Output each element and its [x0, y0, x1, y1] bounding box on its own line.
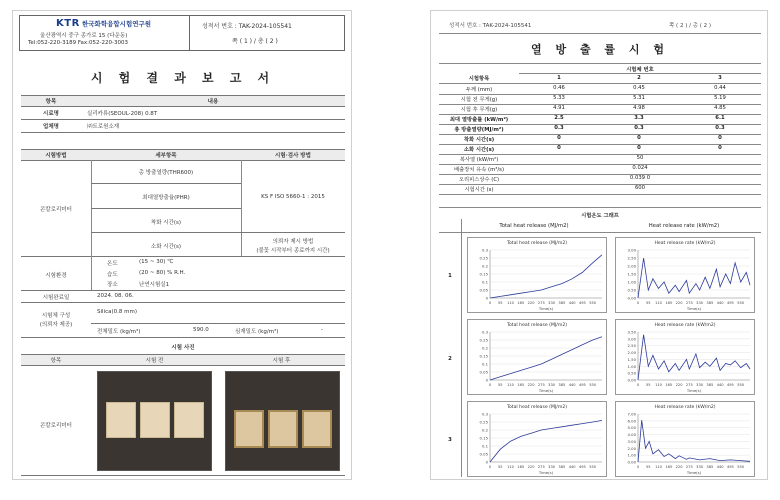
chart-svg [468, 402, 608, 478]
y-tick-label: 1.50 [627, 356, 636, 362]
graph-section-title: 시험온도 그래프 [581, 213, 619, 219]
result-cell: 0.45 [633, 85, 645, 91]
apparatus-label: 콘칼로리미터 [40, 207, 72, 213]
x-tick-label: 0 [636, 465, 640, 469]
divider [21, 475, 345, 476]
divider [21, 95, 345, 96]
thr-chart [467, 401, 607, 477]
divider [91, 183, 241, 184]
x-tick-label: 440 [716, 383, 724, 387]
x-tick-label: 385 [706, 383, 714, 387]
sample-before [174, 402, 204, 438]
result-cell: 0 [718, 145, 722, 151]
common-row-value: 0.039 0 [629, 175, 651, 181]
x-tick-label: 550 [589, 465, 597, 469]
x-tick-label: 220 [675, 383, 683, 387]
y-tick-label: 0 [485, 459, 488, 465]
page-number: 쪽 ( 2 ) / 총 ( 2 ) [669, 23, 712, 29]
hrr-chart [615, 401, 755, 477]
chart-title: Heat release rate (kW/m2) [654, 241, 716, 246]
x-tick-label: 440 [716, 465, 724, 469]
sample-after [268, 410, 298, 448]
divider [439, 232, 761, 233]
divider [91, 208, 241, 209]
x-tick-label: 275 [685, 383, 693, 387]
divider [439, 33, 761, 34]
x-tick-label: 550 [737, 465, 745, 469]
y-tick-label: 0.2 [481, 345, 488, 351]
x-tick-label: 275 [537, 465, 545, 469]
x-tick-label: 385 [558, 301, 566, 305]
col-item: 시험항목 [468, 76, 490, 82]
report-header [19, 15, 345, 51]
x-tick-label: 330 [548, 465, 556, 469]
company-label: 업체명 [43, 124, 59, 130]
photo-col-item: 항목 [50, 358, 62, 364]
chart-svg [616, 402, 756, 478]
divider [21, 290, 345, 291]
hrr-chart [615, 237, 755, 313]
result-cell: 0 [718, 135, 722, 141]
cert-number: 성적서 번호 : TAK-2024-105541 [202, 23, 292, 30]
y-tick-label: 2.50 [627, 343, 636, 349]
graph-row-label: 2 [448, 356, 452, 362]
y-tick-label: 0.25 [479, 337, 488, 343]
y-tick-label: 0.3 [481, 329, 488, 335]
ktr-logo: KTR [56, 18, 80, 29]
y-tick-label: 2.00 [627, 445, 636, 451]
col-item: 항목 [45, 99, 57, 105]
x-tick-label: 440 [568, 383, 576, 387]
result-cell: 6.1 [715, 115, 725, 121]
divider [91, 323, 345, 324]
x-tick-label: 0 [636, 383, 640, 387]
x-tick-label: 385 [558, 465, 566, 469]
y-tick-label: 0.3 [481, 411, 488, 417]
x-tick-label: 110 [507, 465, 514, 469]
x-axis-label: Time(s) [686, 306, 702, 311]
y-tick-label: 0.25 [479, 419, 488, 425]
x-tick-label: 385 [706, 465, 714, 469]
divider [91, 256, 92, 290]
series-line [638, 420, 750, 462]
x-axis-label: Time(s) [538, 306, 554, 311]
divider [21, 337, 345, 338]
x-tick-label: 495 [578, 465, 586, 469]
completed-label: 시험완료일 [42, 295, 70, 301]
x-tick-label: 275 [685, 301, 693, 305]
y-tick-label: 1.00 [627, 363, 636, 369]
y-tick-label: 2.00 [627, 350, 636, 356]
result-cell: 5.19 [714, 95, 726, 101]
y-tick-label: 7.00 [627, 411, 636, 417]
divider [21, 132, 345, 133]
graph-row-label: 3 [448, 437, 452, 443]
y-tick-label: 0.1 [481, 279, 488, 285]
x-tick-label: 275 [537, 301, 545, 305]
x-tick-label: 440 [568, 465, 576, 469]
sample-value: 실리카류(SEOUL-208) 0.8T [87, 111, 158, 117]
result-cell: 0 [557, 135, 561, 141]
chart-svg [468, 320, 608, 396]
result-row-label: 최대 열방출률 (kW/m²) [449, 117, 509, 123]
divider [21, 160, 345, 161]
x-tick-label: 440 [716, 301, 724, 305]
y-tick-label: 0.25 [479, 255, 488, 261]
result-cell: 4.91 [553, 105, 565, 111]
photo-col-after: 시험 후 [272, 358, 291, 364]
y-tick-label: 0 [485, 295, 488, 301]
divider [21, 119, 345, 120]
org-name: 한국화학융합시험연구원 [82, 20, 152, 28]
humidity-label: 습도 [107, 272, 118, 278]
x-axis-label: Time(s) [538, 388, 554, 393]
y-tick-label: 3.00 [627, 336, 636, 342]
sample-before [140, 402, 170, 438]
series-line [490, 420, 602, 462]
divider [461, 219, 462, 477]
y-tick-label: 3.00 [627, 247, 636, 253]
chart-svg [468, 238, 608, 314]
common-row-label: 오리피스상수 (C) [458, 177, 500, 183]
x-tick-label: 440 [568, 301, 576, 305]
density-value: 590.0 [193, 327, 209, 333]
photo-col-before: 시험 전 [145, 358, 164, 364]
page-title: 열 방 출 률 시 험 [531, 43, 669, 56]
series-line [638, 258, 750, 298]
thr-chart [467, 237, 607, 313]
x-tick-label: 220 [675, 301, 683, 305]
result-row-label: 시험 후 무게(g) [460, 107, 498, 113]
y-tick-label: 2.00 [627, 263, 636, 269]
x-tick-label: 165 [517, 465, 525, 469]
report-page-2 [430, 10, 768, 480]
x-tick-label: 110 [655, 465, 662, 469]
y-tick-label: 0.00 [627, 377, 636, 383]
x-tick-label: 0 [488, 383, 492, 387]
extinction-method-note: (불꽃 시작부터 종료까지 시간) [256, 248, 330, 254]
x-tick-label: 110 [655, 383, 662, 387]
chart-svg [616, 320, 756, 396]
x-tick-label: 550 [737, 301, 745, 305]
graph-col-hrr: Heat release rate (kW/m2) [648, 223, 720, 229]
x-tick-label: 55 [497, 465, 503, 469]
y-tick-label: 0.2 [481, 263, 488, 269]
org-address: 울산광역시 중구 종가로 15 (다운동) [40, 33, 128, 39]
result-cell: 5.33 [553, 95, 565, 101]
divider [519, 73, 761, 74]
y-tick-label: 1.00 [627, 452, 636, 458]
photo-section-title: 시험 사진 [171, 345, 195, 351]
y-tick-label: 0.05 [479, 451, 488, 457]
detail-item: 최대열방출율(PHR) [142, 195, 190, 201]
x-tick-label: 55 [645, 383, 651, 387]
x-tick-label: 0 [488, 465, 492, 469]
y-tick-label: 0.15 [479, 271, 488, 277]
temp-label: 온도 [107, 261, 118, 267]
divider [21, 256, 345, 257]
x-tick-label: 220 [527, 301, 535, 305]
divider [21, 106, 345, 107]
x-tick-label: 110 [507, 383, 514, 387]
sample-after [302, 410, 332, 448]
x-tick-label: 220 [675, 465, 683, 469]
x-tick-label: 220 [527, 383, 535, 387]
chart-title: Total heat release (MJ/m2) [506, 405, 568, 410]
y-tick-label: 1.00 [627, 279, 636, 285]
hrr-chart [615, 319, 755, 395]
series-line [490, 337, 602, 380]
common-row-value: 600 [634, 185, 646, 191]
y-tick-label: 3.50 [627, 329, 636, 335]
extinction-method: 의뢰자 제시 방법 [272, 239, 314, 245]
photo-after [225, 371, 340, 471]
x-tick-label: 165 [665, 383, 673, 387]
divider [91, 232, 345, 233]
divider [439, 207, 761, 208]
x-tick-label: 330 [696, 465, 704, 469]
detail-item: 착화 시간(s) [150, 220, 182, 226]
specimen-number: 3 [718, 75, 722, 81]
y-tick-label: 5.00 [627, 425, 636, 431]
col-test-method: 시험·검사 방법 [275, 153, 311, 159]
col-detail: 세부항목 [155, 153, 177, 159]
common-row-value: 0.024 [632, 165, 648, 171]
divider [21, 302, 345, 303]
col-specimen: 시험체 번호 [626, 67, 654, 73]
chart-title: Heat release rate (kW/m2) [654, 405, 716, 410]
completed-value: 2024. 08. 06. [97, 293, 134, 299]
divider [439, 83, 761, 84]
x-axis-label: Time(s) [686, 470, 702, 475]
chart-title: Total heat release (MJ/m2) [506, 241, 568, 246]
report-page-1 [12, 10, 352, 480]
x-tick-label: 495 [726, 301, 734, 305]
x-tick-label: 330 [548, 301, 556, 305]
x-axis-label: Time(s) [686, 388, 702, 393]
composition-label: 시험체 구성 [41, 313, 71, 319]
divider [439, 194, 761, 195]
result-cell: 4.85 [714, 105, 726, 111]
result-cell: 0 [637, 135, 641, 141]
y-tick-label: 2.50 [627, 255, 636, 261]
composition-note: (의뢰자 제공) [39, 322, 73, 328]
core-density-label: 심재밀도 (kg/m³) [235, 329, 279, 335]
x-tick-label: 55 [497, 383, 503, 387]
axis-line [638, 414, 750, 462]
y-tick-label: 0.1 [481, 443, 488, 449]
x-tick-label: 550 [589, 301, 597, 305]
specimen-number: 1 [557, 75, 561, 81]
x-tick-label: 330 [696, 383, 704, 387]
page-title: 시 험 결 과 보 고 서 [90, 71, 276, 85]
result-cell: 4.98 [633, 105, 645, 111]
density-label: 전체밀도 (kg/m³) [97, 329, 141, 335]
environment-label: 시험환경 [45, 273, 67, 279]
result-row-label: 두께 (mm) [465, 87, 493, 93]
common-row-label: 배출장치 유속 (m³/s) [453, 167, 505, 173]
temp-value: (15 ~ 30) ℃ [139, 259, 174, 265]
y-tick-label: 4.00 [627, 432, 636, 438]
x-tick-label: 55 [497, 301, 503, 305]
place-label: 장소 [107, 282, 118, 288]
col-content: 내용 [207, 99, 219, 105]
x-tick-label: 495 [726, 383, 734, 387]
x-tick-label: 275 [537, 383, 545, 387]
y-tick-label: 0.50 [627, 287, 636, 293]
y-tick-label: 0.05 [479, 369, 488, 375]
y-tick-label: 0 [485, 377, 488, 383]
x-tick-label: 275 [685, 465, 693, 469]
divider [439, 63, 761, 64]
result-cell: 0.3 [634, 125, 644, 131]
x-tick-label: 495 [726, 465, 734, 469]
y-tick-label: 0.2 [481, 427, 488, 433]
x-tick-label: 385 [558, 383, 566, 387]
common-row-label: 복사열 (kW/m²) [459, 157, 499, 163]
company-value: ㈜트로원소재 [87, 124, 120, 130]
y-tick-label: 0.00 [627, 459, 636, 465]
x-tick-label: 495 [578, 383, 586, 387]
sample-after [234, 410, 264, 448]
result-row-label: 착화 시간(s) [463, 137, 495, 143]
x-tick-label: 220 [527, 465, 535, 469]
photo-row-label: 콘칼로리미터 [40, 423, 72, 429]
sample-label: 시료명 [43, 111, 59, 117]
chart-svg [616, 238, 756, 314]
y-tick-label: 0.05 [479, 287, 488, 293]
result-cell: 0.3 [554, 125, 564, 131]
y-tick-label: 3.00 [627, 438, 636, 444]
x-tick-label: 55 [645, 465, 651, 469]
x-tick-label: 385 [706, 301, 714, 305]
sample-before [106, 402, 136, 438]
axis-line [638, 332, 750, 380]
common-row-value: 50 [636, 155, 644, 161]
core-density-value: - [321, 327, 323, 333]
x-tick-label: 165 [665, 301, 673, 305]
result-cell: 0 [557, 145, 561, 151]
humidity-value: (20 ~ 80) % R.H. [139, 270, 186, 276]
result-cell: 0.3 [715, 125, 725, 131]
y-tick-label: 0.3 [481, 247, 488, 253]
photo-before [97, 371, 212, 471]
result-row-label: 총 방출열량(MJ/m²) [454, 127, 504, 133]
x-tick-label: 165 [517, 301, 525, 305]
x-tick-label: 550 [737, 383, 745, 387]
x-tick-label: 110 [655, 301, 662, 305]
col-method: 시험방법 [45, 153, 67, 159]
x-tick-label: 110 [507, 301, 514, 305]
cert-number: 성적서 번호 : TAK-2024-105541 [449, 23, 532, 29]
chart-title: Heat release rate (kW/m2) [654, 323, 716, 328]
org-tel: Tel:052-220-3189 Fax:052-220-3003 [28, 40, 128, 46]
y-tick-label: 0.1 [481, 361, 488, 367]
divider [21, 354, 345, 355]
result-cell: 2.5 [554, 115, 564, 121]
result-cell: 5.31 [633, 95, 645, 101]
x-tick-label: 550 [589, 383, 597, 387]
x-tick-label: 330 [696, 301, 704, 305]
result-row-label: 시험 전 무게(g) [460, 97, 498, 103]
y-tick-label: 1.50 [627, 271, 636, 277]
logo-box [20, 16, 190, 50]
x-tick-label: 165 [517, 383, 525, 387]
result-cell: 0.46 [553, 85, 565, 91]
graph-row-label: 1 [448, 273, 452, 279]
result-cell: 3.3 [634, 115, 644, 121]
thr-chart [467, 319, 607, 395]
x-tick-label: 165 [665, 465, 673, 469]
page-number: 쪽 ( 1 ) / 총 ( 2 ) [232, 38, 278, 45]
material-value: Silica(0.8 mm) [97, 309, 137, 315]
y-tick-label: 0.50 [627, 370, 636, 376]
x-tick-label: 330 [548, 383, 556, 387]
detail-item: 총 방출열량(THR600) [138, 170, 194, 176]
detail-item: 소화 시간(s) [150, 244, 182, 250]
result-cell: 0.44 [714, 85, 726, 91]
chart-title: Total heat release (MJ/m2) [506, 323, 568, 328]
y-tick-label: 0.15 [479, 435, 488, 441]
divider [21, 365, 345, 366]
y-tick-label: 6.00 [627, 418, 636, 424]
x-axis-label: Time(s) [538, 470, 554, 475]
divider [21, 149, 345, 150]
common-row-label: 시험시간 (s) [464, 187, 494, 193]
specimen-number: 2 [637, 75, 641, 81]
graph-col-thr: Total heat release (MJ/m2) [499, 223, 569, 229]
series-line [490, 255, 602, 298]
place-value: 난연시험실1 [139, 282, 170, 288]
x-tick-label: 495 [578, 301, 586, 305]
test-standard: KS F ISO 5660-1 : 2015 [261, 194, 325, 200]
x-tick-label: 0 [636, 301, 640, 305]
x-tick-label: 0 [488, 301, 492, 305]
result-cell: 0 [637, 145, 641, 151]
y-tick-label: 0.15 [479, 353, 488, 359]
x-tick-label: 55 [645, 301, 651, 305]
result-row-label: 소화 시간(s) [463, 147, 495, 153]
y-tick-label: 0.00 [627, 295, 636, 301]
